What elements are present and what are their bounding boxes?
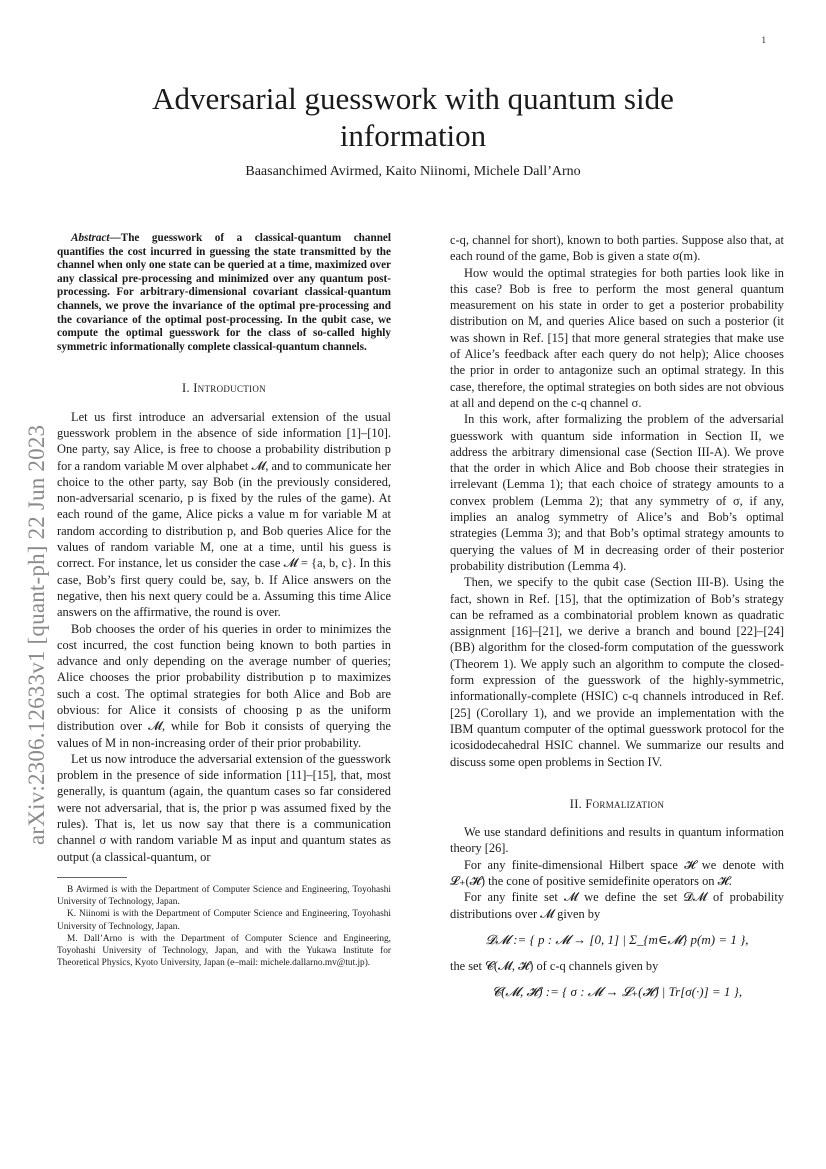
equation-channel-set: 𝓒(𝓜, 𝓗) := { σ : 𝓜 → 𝓛₊(𝓗) | Tr[σ(·)] = 1 },: [491, 984, 743, 1000]
equation-distribution-set: 𝓓𝓜 := { p : 𝓜 → [0, 1] | Σ_{m∈𝓜} p(m) = 1 },: [485, 931, 749, 947]
paragraph: c-q, channel for short), known to both parties. Suppose also that, at each round of the game, Bob is given a state σ(m).: [450, 233, 784, 264]
abstract-label: Abstract: [71, 232, 110, 244]
right-column: [450, 232, 784, 1011]
paragraph: We use standard definitions and results in quantum information theory [26].: [450, 825, 784, 856]
footnote: M. Dall’Arno is with the Department of Computer Science and Engineering, Toyohashi University of Technology, Japan, and with the Yukawa Institute for Theoretical Physics, Kyoto University, Japan (e–mail: michele.dallarno.mv@tut.jp).: [57, 933, 391, 969]
paragraph: Let us now introduce the adversarial extension of the guesswork problem in the presence of side information [11]–[15], that, most generally, is quantum (again, the quantum cases so far considered were not adversarial, that is, the prior p was assumed fixed by the rules). That is, let us now say that there is a communication channel σ with random variable M as input and quantum states as output (a classical-quantum, or: [57, 751, 391, 864]
footnote: B Avirmed is with the Department of Computer Science and Engineering, Toyohashi University of Technology, Japan.: [57, 884, 391, 908]
section-heading-introduction: I. Introduction: [182, 381, 266, 396]
paragraph: Bob chooses the order of his queries in order to minimizes the cost incurred, the cost function being known to both parties in advance and only depending on the average number of queries; Alice chooses the prior probability distribution p to maximizes such a cost. The optimal strategies for both Alice and Bob are obvious: for Alice it consists of choosing p as the uniform distribution over 𝓜, while for Bob it consists of querying the values of M in non-increasing order of their prior probability.: [57, 621, 391, 750]
footnote-divider: [57, 877, 127, 878]
paragraph: Then, we specify to the qubit case (Section III-B). Using the fact, shown in Ref. [15], that the optimization of Bob’s strategy can be reframed as a combinatorial problem known as quadratic assignment [16]–[21], we derive a branch and bound [22]–[24] (BB) algorithm for the closed-form computation of the guesswork (Theorem 1). We apply such an algorithm to compute the closed-form expression of the guesswork of the highly-symmetric, informationally-complete (HSIC) c-q channels introduced in Ref. [25] (Corollary 1), and we provide an implementation with the IBM quantum computer of the optimal guesswork protocol for the icosidodecahedral HSIC channel. We summarize our results and discuss some open problems in Section IV.: [450, 575, 784, 769]
paragraph: For any finite set 𝓜 we define the set 𝓓𝓜 of probability distributions over 𝓜 given by: [450, 890, 784, 921]
arxiv-stamp: arXiv:2306.12633v1 [quant-ph] 22 Jun 2023: [24, 424, 49, 845]
paper-title: Adversarial guesswork with quantum side information: [152, 81, 674, 153]
paragraph: How would the optimal strategies for both parties look like in this case? Bob is free to perform the most general quantum measurement on his state in order to get a posterior probability distribution on M, and queries Alice based on such a posterior (it was shown in Ref. [15] that more general strategies that make use of Alice’s feedback after each query do not help); Alice chooses the prior in order to antagonize such an optimal strategy. In this case, therefore, the optimal strategies on both sides are not obvious at all and depend on the c-q channel σ.: [450, 265, 784, 410]
abstract-text: —The guesswork of a classical-quantum channel quantifies the cost incurred in guessing the state transmitted by the channel when only one state can be queried at a time, maximized over any classical pre-processing and minimized over any quantum post-processing. For arbitrary-dimensional covariant classical-quantum channels, we prove the invariance of the optimal pre-processing and the covariance of the optimal post-processing. In the qubit case, we compute the optimal guesswork for the class of so-called highly symmetric informationally complete classical-quantum channels.: [57, 232, 391, 353]
footnote: K. Niinomi is with the Department of Computer Science and Engineering, Toyohashi University of Technology, Japan.: [57, 909, 391, 932]
abstract: [57, 232, 391, 354]
page-number: 1: [761, 35, 766, 45]
footnotes: [57, 884, 391, 969]
section-heading-formalization: II. Formalization: [569, 796, 665, 811]
paragraph: In this work, after formalizing the problem of the adversarial guesswork with quantum side information in Section II, we address the arbitrary dimensional case (Section III-A). We prove that the order in which Alice and Bob choose their strategies in irrelevant (Lemma 1); that each choice of strategy amounts to a convex problem (Lemma 2); that any symmetry of σ, if any, implies an analog symmetry of Alice’s and Bob’s optimal strategies (Lemma 3); and that Bob’s optimal strategy amounts to querying the values of M in decreasing order of their posterior probability distribution (Lemma 4).: [450, 412, 784, 573]
paragraph: Let us first introduce an adversarial extension of the usual guesswork problem in the absence of side information [1]–[10]. One party, say Alice, is free to choose a probability distribution p for a random variable M over alphabet 𝓜, and to communicate her choice to the other party, say Bob (in the previously considered, non-adversarial scenario, p is fixed by the rules of the game). At each round of the game, Alice picks a value m for variable M at random according to distribution p, and Bob queries Alice for the values of random variable M, one at a time, until his guess is correct. For instance, let us consider the case 𝓜 = {a, b, c}. In this case, Bob’s first query could be, say, b. If Alice answers on the negative, then his next query could be a. Assuming this time Alice answers on the affirmative, the round is over.: [57, 409, 391, 620]
paragraph: For any finite-dimensional Hilbert space 𝓗 we denote with 𝓛₊(𝓗) the cone of positive semidefinite operators on 𝓗.: [450, 857, 784, 888]
left-column: [57, 232, 391, 969]
paragraph: the set 𝓒(𝓜, 𝓗) of c-q channels given by: [450, 959, 659, 974]
author-list: Baasanchimed Avirmed, Kaito Niinomi, Michele Dall’Arno: [245, 164, 581, 179]
